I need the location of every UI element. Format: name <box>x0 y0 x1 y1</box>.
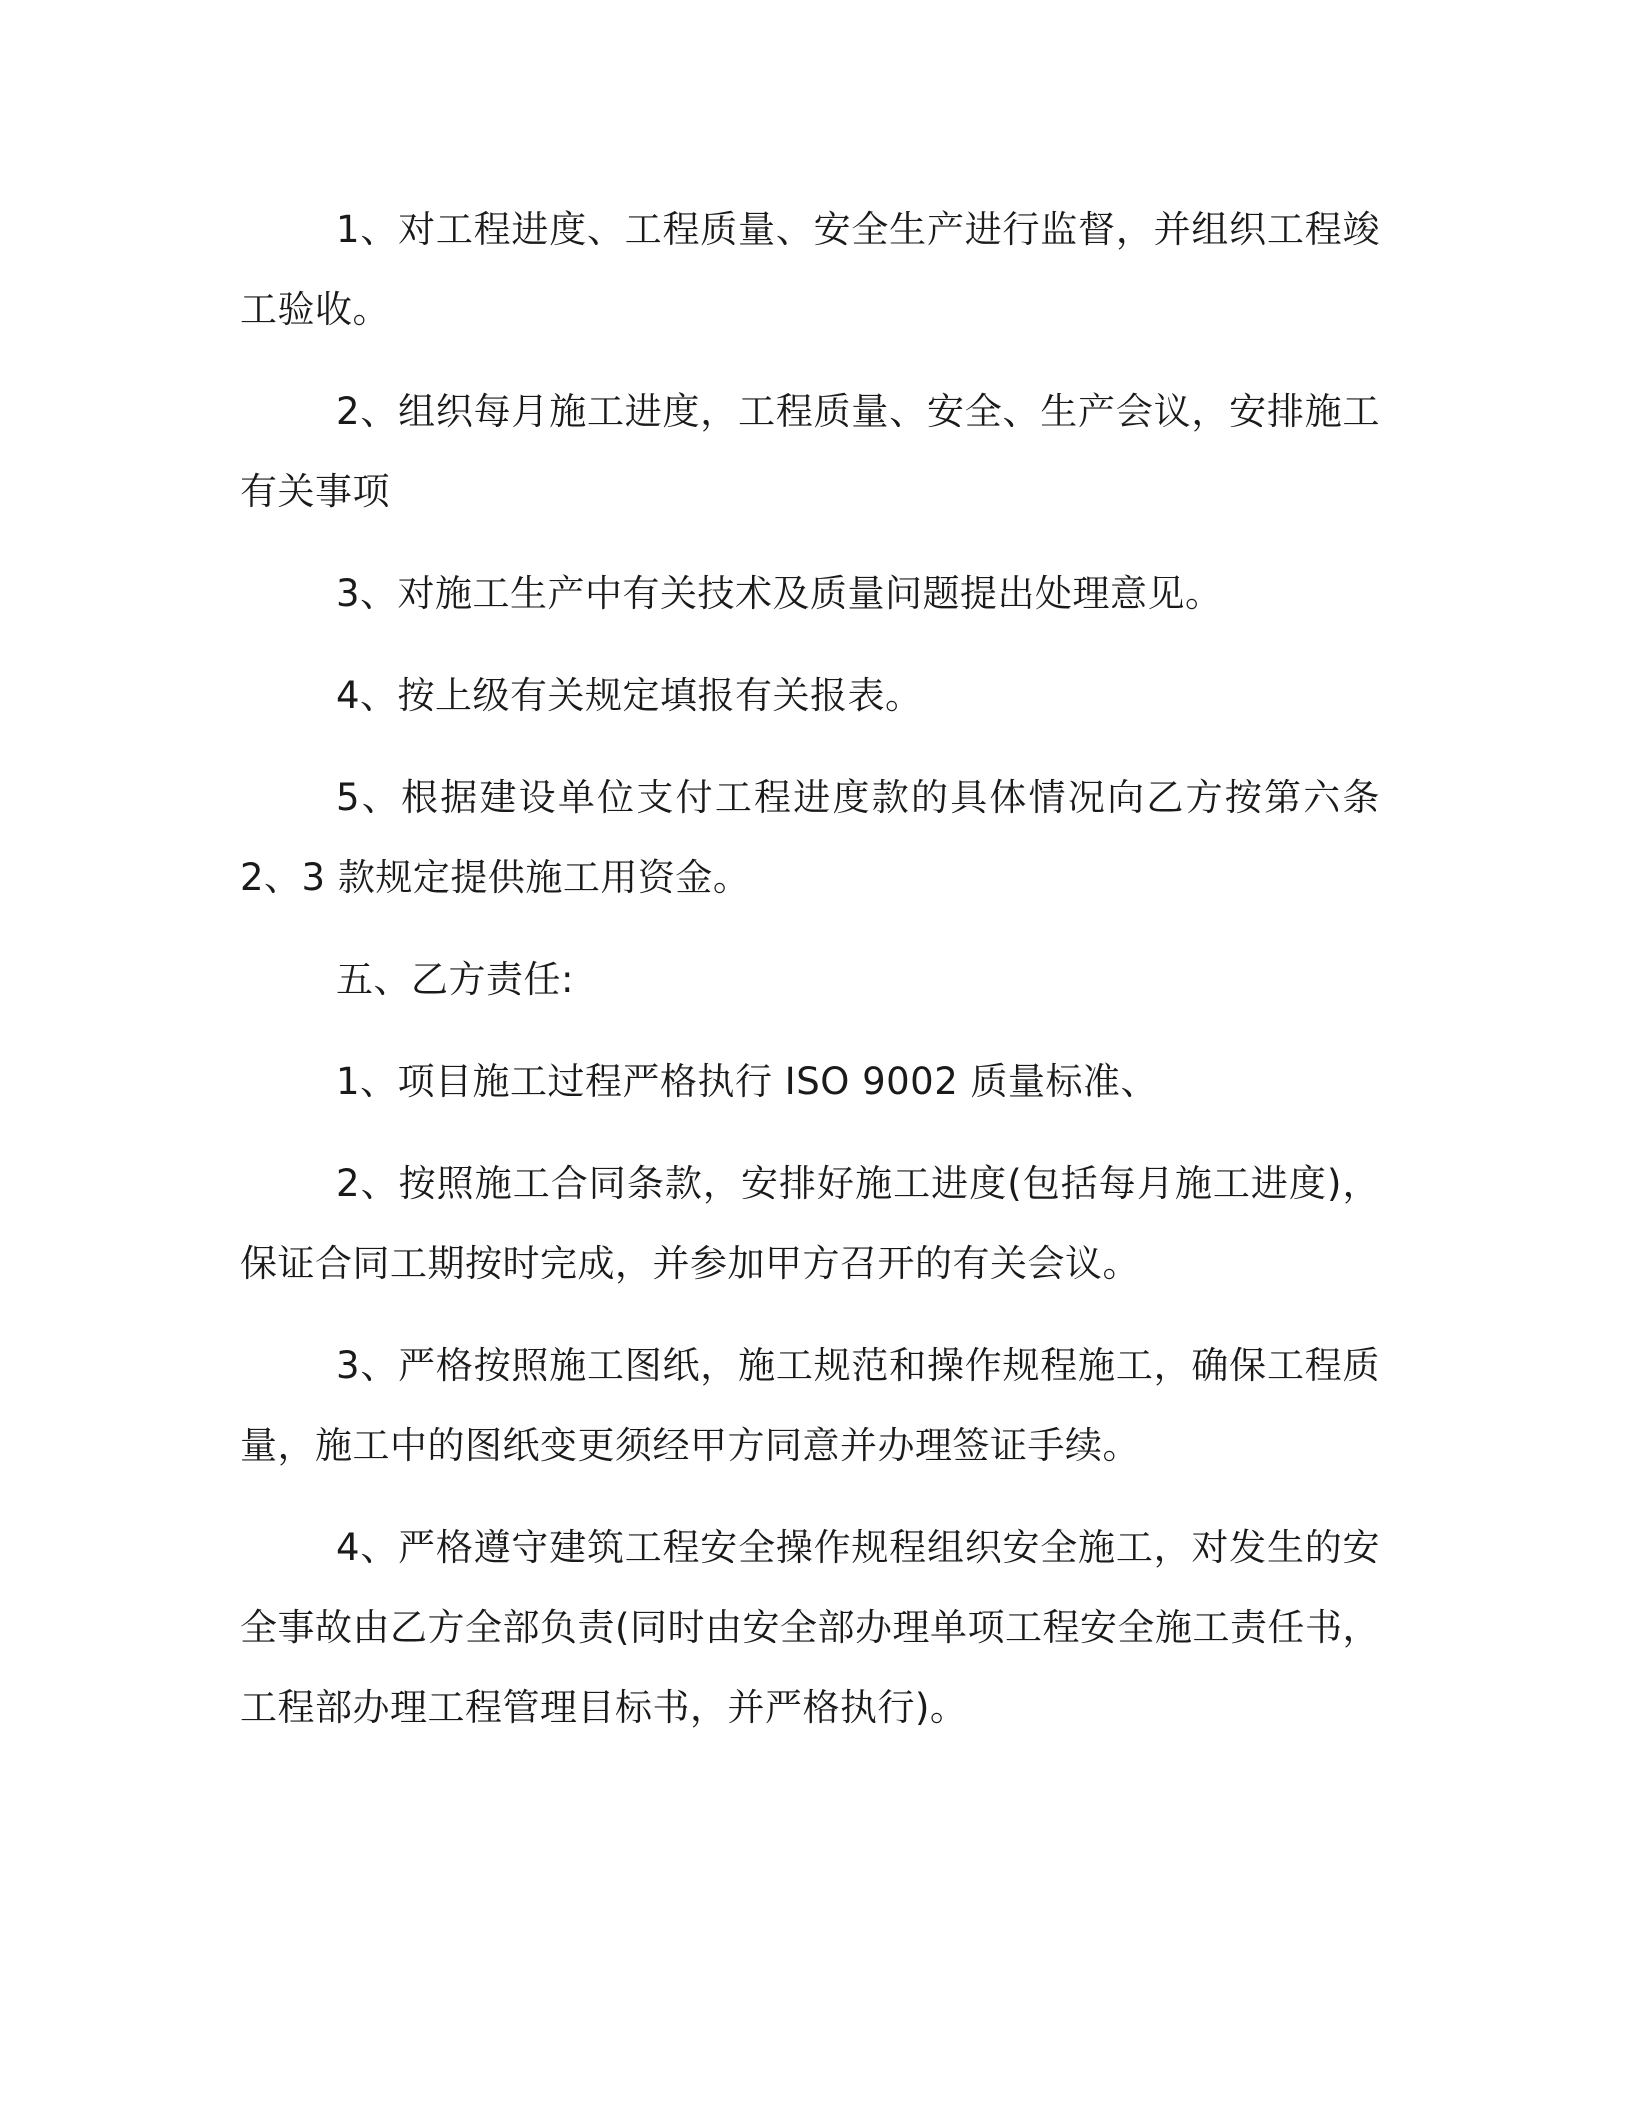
clause-paragraph: 4、按上级有关规定填报有关报表。 <box>336 674 923 717</box>
clause-paragraph: 2、组织每月施工进度，工程质量、安全、生产会议，安排施工有关事项 <box>240 390 1380 513</box>
clause-paragraph: 3、对施工生产中有关技术及质量问题提出处理意见。 <box>336 572 1223 615</box>
section-heading: 五、乙方责任: <box>336 958 574 1001</box>
clause-paragraph: 1、项目施工过程严格执行 ISO 9002 质量标准、 <box>336 1060 1159 1103</box>
clause-paragraph: 3、严格按照施工图纸，施工规范和操作规程施工，确保工程质量，施工中的图纸变更须经甲方同意并办理签证手续。 <box>240 1344 1380 1467</box>
clause-paragraph: 2、按照施工合同条款，安排好施工进度(包括每月施工进度)，保证合同工期按时完成，并参加甲方召开的有关会议。 <box>240 1162 1380 1285</box>
clause-paragraph: 4、严格遵守建筑工程安全操作规程组织安全施工，对发生的安全事故由乙方全部负责(同时由安全部办理单项工程安全施工责任书，工程部办理工程管理目标书，并严格执行)。 <box>240 1526 1380 1729</box>
clause-paragraph: 1、对工程进度、工程质量、安全生产进行监督，并组织工程竣工验收。 <box>240 208 1380 331</box>
clause-paragraph: 5、根据建设单位支付工程进度款的具体情况向乙方按第六条 2、3 款规定提供施工用资金。 <box>240 776 1380 899</box>
document-body <box>240 190 1380 1770</box>
